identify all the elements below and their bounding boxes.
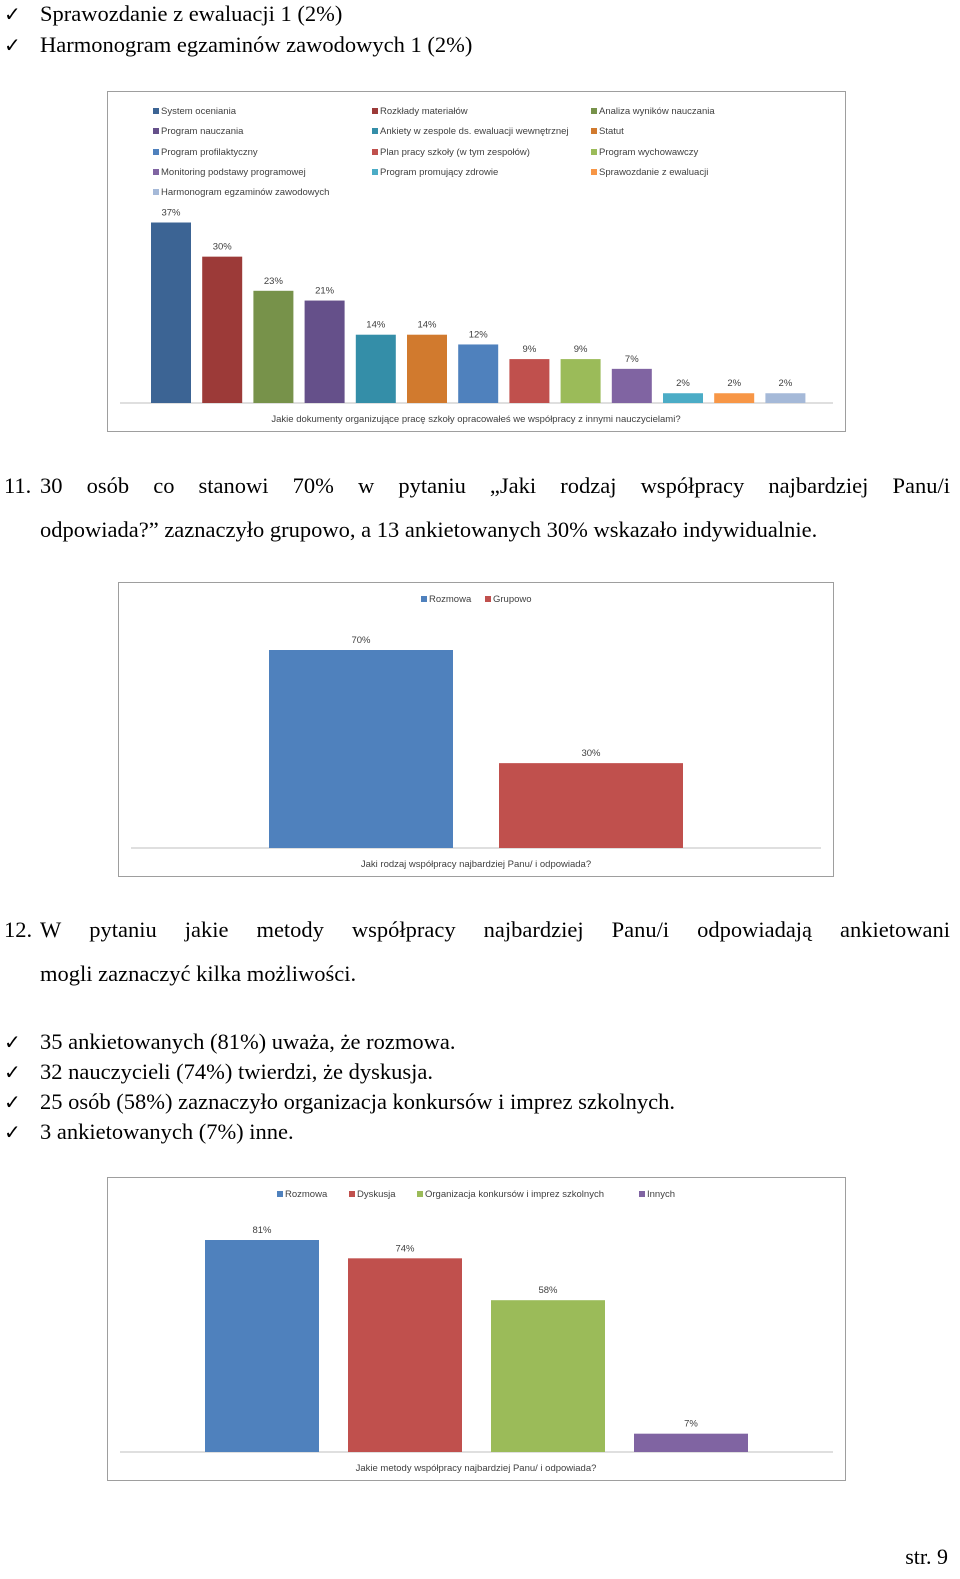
legend-swatch — [417, 1191, 423, 1197]
bar — [491, 1300, 605, 1452]
checkmark-icon: ✓ — [4, 2, 21, 26]
data-label: 14% — [366, 319, 386, 331]
legend-label: Program nauczania — [161, 126, 244, 137]
word: najbardziej — [768, 473, 869, 498]
data-label: 9% — [522, 344, 537, 356]
legend-label: Monitoring podstawy programowej — [161, 167, 306, 178]
legend-swatch — [153, 149, 159, 155]
chart-documents-svg — [108, 92, 845, 431]
list-item: 32 nauczycieli (74%) twierdzi, że dyskusja. — [40, 1059, 433, 1084]
word: co — [153, 473, 175, 498]
word: współpracy — [640, 473, 745, 498]
page-number: str. 9 — [905, 1544, 948, 1569]
legend-label: System oceniania — [161, 106, 236, 117]
question-text-line-2: odpowiada?” zaznaczyło grupowo, a 13 ankietowanych 30% wskazało indywidualnie. — [40, 517, 818, 542]
bar — [348, 1258, 462, 1452]
legend-label: Ankiety w zespole ds. ewaluacji wewnętrznej — [380, 126, 569, 137]
data-label: 9% — [573, 344, 588, 356]
checkmark-icon: ✓ — [4, 33, 21, 57]
chart-cooperation-type — [118, 582, 834, 877]
x-axis-label: Jakie metody współpracy najbardziej Panu/ i odpowiada? — [355, 1463, 597, 1474]
word: 70% — [292, 473, 334, 498]
legend-swatch — [349, 1191, 355, 1197]
bar — [634, 1434, 748, 1452]
bar — [202, 257, 242, 403]
legend-swatch — [485, 596, 491, 602]
bar — [714, 393, 754, 403]
question-number: 12. — [4, 917, 33, 942]
legend-swatch — [591, 149, 597, 155]
legend-swatch — [372, 149, 378, 155]
legend-swatch — [591, 108, 597, 114]
chart-cooperation-methods — [107, 1177, 846, 1481]
data-label: 37% — [161, 207, 181, 219]
legend-label: Plan pracy szkoły (w tym zespołów) — [380, 147, 530, 158]
word: ankietowani — [840, 917, 950, 942]
list-item: 35 ankietowanych (81%) uważa, że rozmowa. — [40, 1029, 456, 1054]
word: współpracy — [351, 917, 456, 942]
legend-label: Harmonogram egzaminów zawodowych — [161, 187, 330, 198]
word: Panu/i — [892, 473, 950, 498]
word: stanowi — [198, 473, 269, 498]
data-label: 30% — [581, 748, 601, 760]
word: jakie — [184, 917, 229, 942]
bar — [205, 1240, 319, 1452]
word: odpowiadają — [697, 917, 813, 942]
data-label: 12% — [468, 329, 488, 341]
data-label: 7% — [624, 353, 639, 365]
legend-label: Sprawozdanie z ewaluacji — [599, 167, 709, 178]
legend-label: Program wychowawczy — [599, 147, 699, 158]
bar — [253, 291, 293, 403]
chart-documents — [107, 91, 846, 432]
word: osób — [86, 473, 130, 498]
word: pytaniu — [398, 473, 466, 498]
question-number: 11. — [4, 473, 32, 498]
word: w — [357, 473, 375, 498]
bar — [151, 223, 191, 404]
legend-swatch — [421, 596, 427, 602]
legend-label: Rozkłady materiałów — [380, 106, 468, 117]
word: 30 — [40, 473, 63, 498]
legend-label: Analiza wyników nauczania — [599, 106, 715, 117]
bar — [356, 335, 396, 403]
list-item: Sprawozdanie z ewaluacji 1 (2%) — [40, 1, 343, 26]
legend-swatch — [153, 189, 159, 195]
legend-label: Innych — [647, 1189, 675, 1200]
legend-swatch — [639, 1191, 645, 1197]
word: W — [40, 917, 62, 942]
bar — [509, 359, 549, 403]
legend-label: Program promujący zdrowie — [380, 167, 499, 178]
checkmark-icon: ✓ — [4, 1030, 21, 1054]
x-axis-label: Jakie dokumenty organizujące pracę szkoły opracowałeś we współpracy z innymi nauczycielami? — [271, 414, 681, 425]
data-label: 2% — [676, 378, 690, 390]
legend-swatch — [372, 128, 378, 134]
list-item: 3 ankietowanych (7%) inne. — [40, 1119, 294, 1144]
data-label: 74% — [395, 1243, 415, 1255]
checkmark-icon: ✓ — [4, 1060, 21, 1084]
legend-swatch — [153, 128, 159, 134]
question-text-line-1 — [40, 472, 950, 500]
legend-label: Rozmowa — [429, 594, 472, 605]
word: metody — [256, 917, 324, 942]
list-item: 25 osób (58%) zaznaczyło organizacja konkursów i imprez szkolnych. — [40, 1089, 675, 1114]
legend-swatch — [372, 169, 378, 175]
data-label: 81% — [252, 1225, 272, 1236]
data-label: 7% — [684, 1418, 698, 1430]
data-label: 2% — [727, 378, 742, 390]
bar — [269, 650, 453, 848]
checkmark-icon: ✓ — [4, 1090, 21, 1114]
bar — [407, 335, 447, 403]
legend-label: Program profilaktyczny — [161, 147, 258, 158]
word: pytaniu — [89, 917, 157, 942]
data-label: 70% — [351, 635, 371, 646]
legend-label: Organizacja konkursów i imprez szkolnych — [425, 1189, 604, 1200]
legend-label: Statut — [599, 126, 624, 137]
chart-cooperation-type-svg — [119, 583, 833, 876]
bar — [663, 393, 703, 403]
legend-swatch — [591, 128, 597, 134]
data-label: 14% — [417, 319, 437, 331]
bar — [612, 369, 652, 403]
chart-cooperation-methods-svg — [108, 1178, 845, 1480]
legend-swatch — [591, 169, 597, 175]
data-label: 2% — [778, 378, 793, 390]
data-label: 23% — [263, 275, 283, 287]
legend-label: Grupowo — [493, 594, 532, 605]
legend-swatch — [153, 169, 159, 175]
legend-swatch — [277, 1191, 283, 1197]
bar — [765, 393, 805, 403]
bar — [561, 359, 601, 403]
x-axis-label: Jaki rodzaj współpracy najbardziej Panu/ i odpowiada? — [360, 859, 592, 870]
data-label: 30% — [212, 241, 232, 253]
question-text-line-2: mogli zaznaczyć kilka możliwości. — [40, 961, 357, 986]
bar — [458, 344, 498, 403]
legend-swatch — [153, 108, 159, 114]
word: Panu/i — [611, 917, 670, 942]
word: „Jaki — [489, 473, 537, 498]
legend-label: Dyskusja — [357, 1189, 396, 1200]
data-label: 21% — [315, 285, 335, 297]
legend-label: Rozmowa — [285, 1189, 328, 1200]
question-text-line-1 — [40, 916, 950, 944]
data-label: 58% — [538, 1285, 558, 1297]
list-item: Harmonogram egzaminów zawodowych 1 (2%) — [40, 32, 473, 57]
word: najbardziej — [483, 917, 584, 942]
bar — [499, 763, 683, 848]
word: rodzaj — [560, 473, 617, 498]
checkmark-icon: ✓ — [4, 1120, 21, 1144]
bar — [305, 301, 345, 403]
legend-swatch — [372, 108, 378, 114]
